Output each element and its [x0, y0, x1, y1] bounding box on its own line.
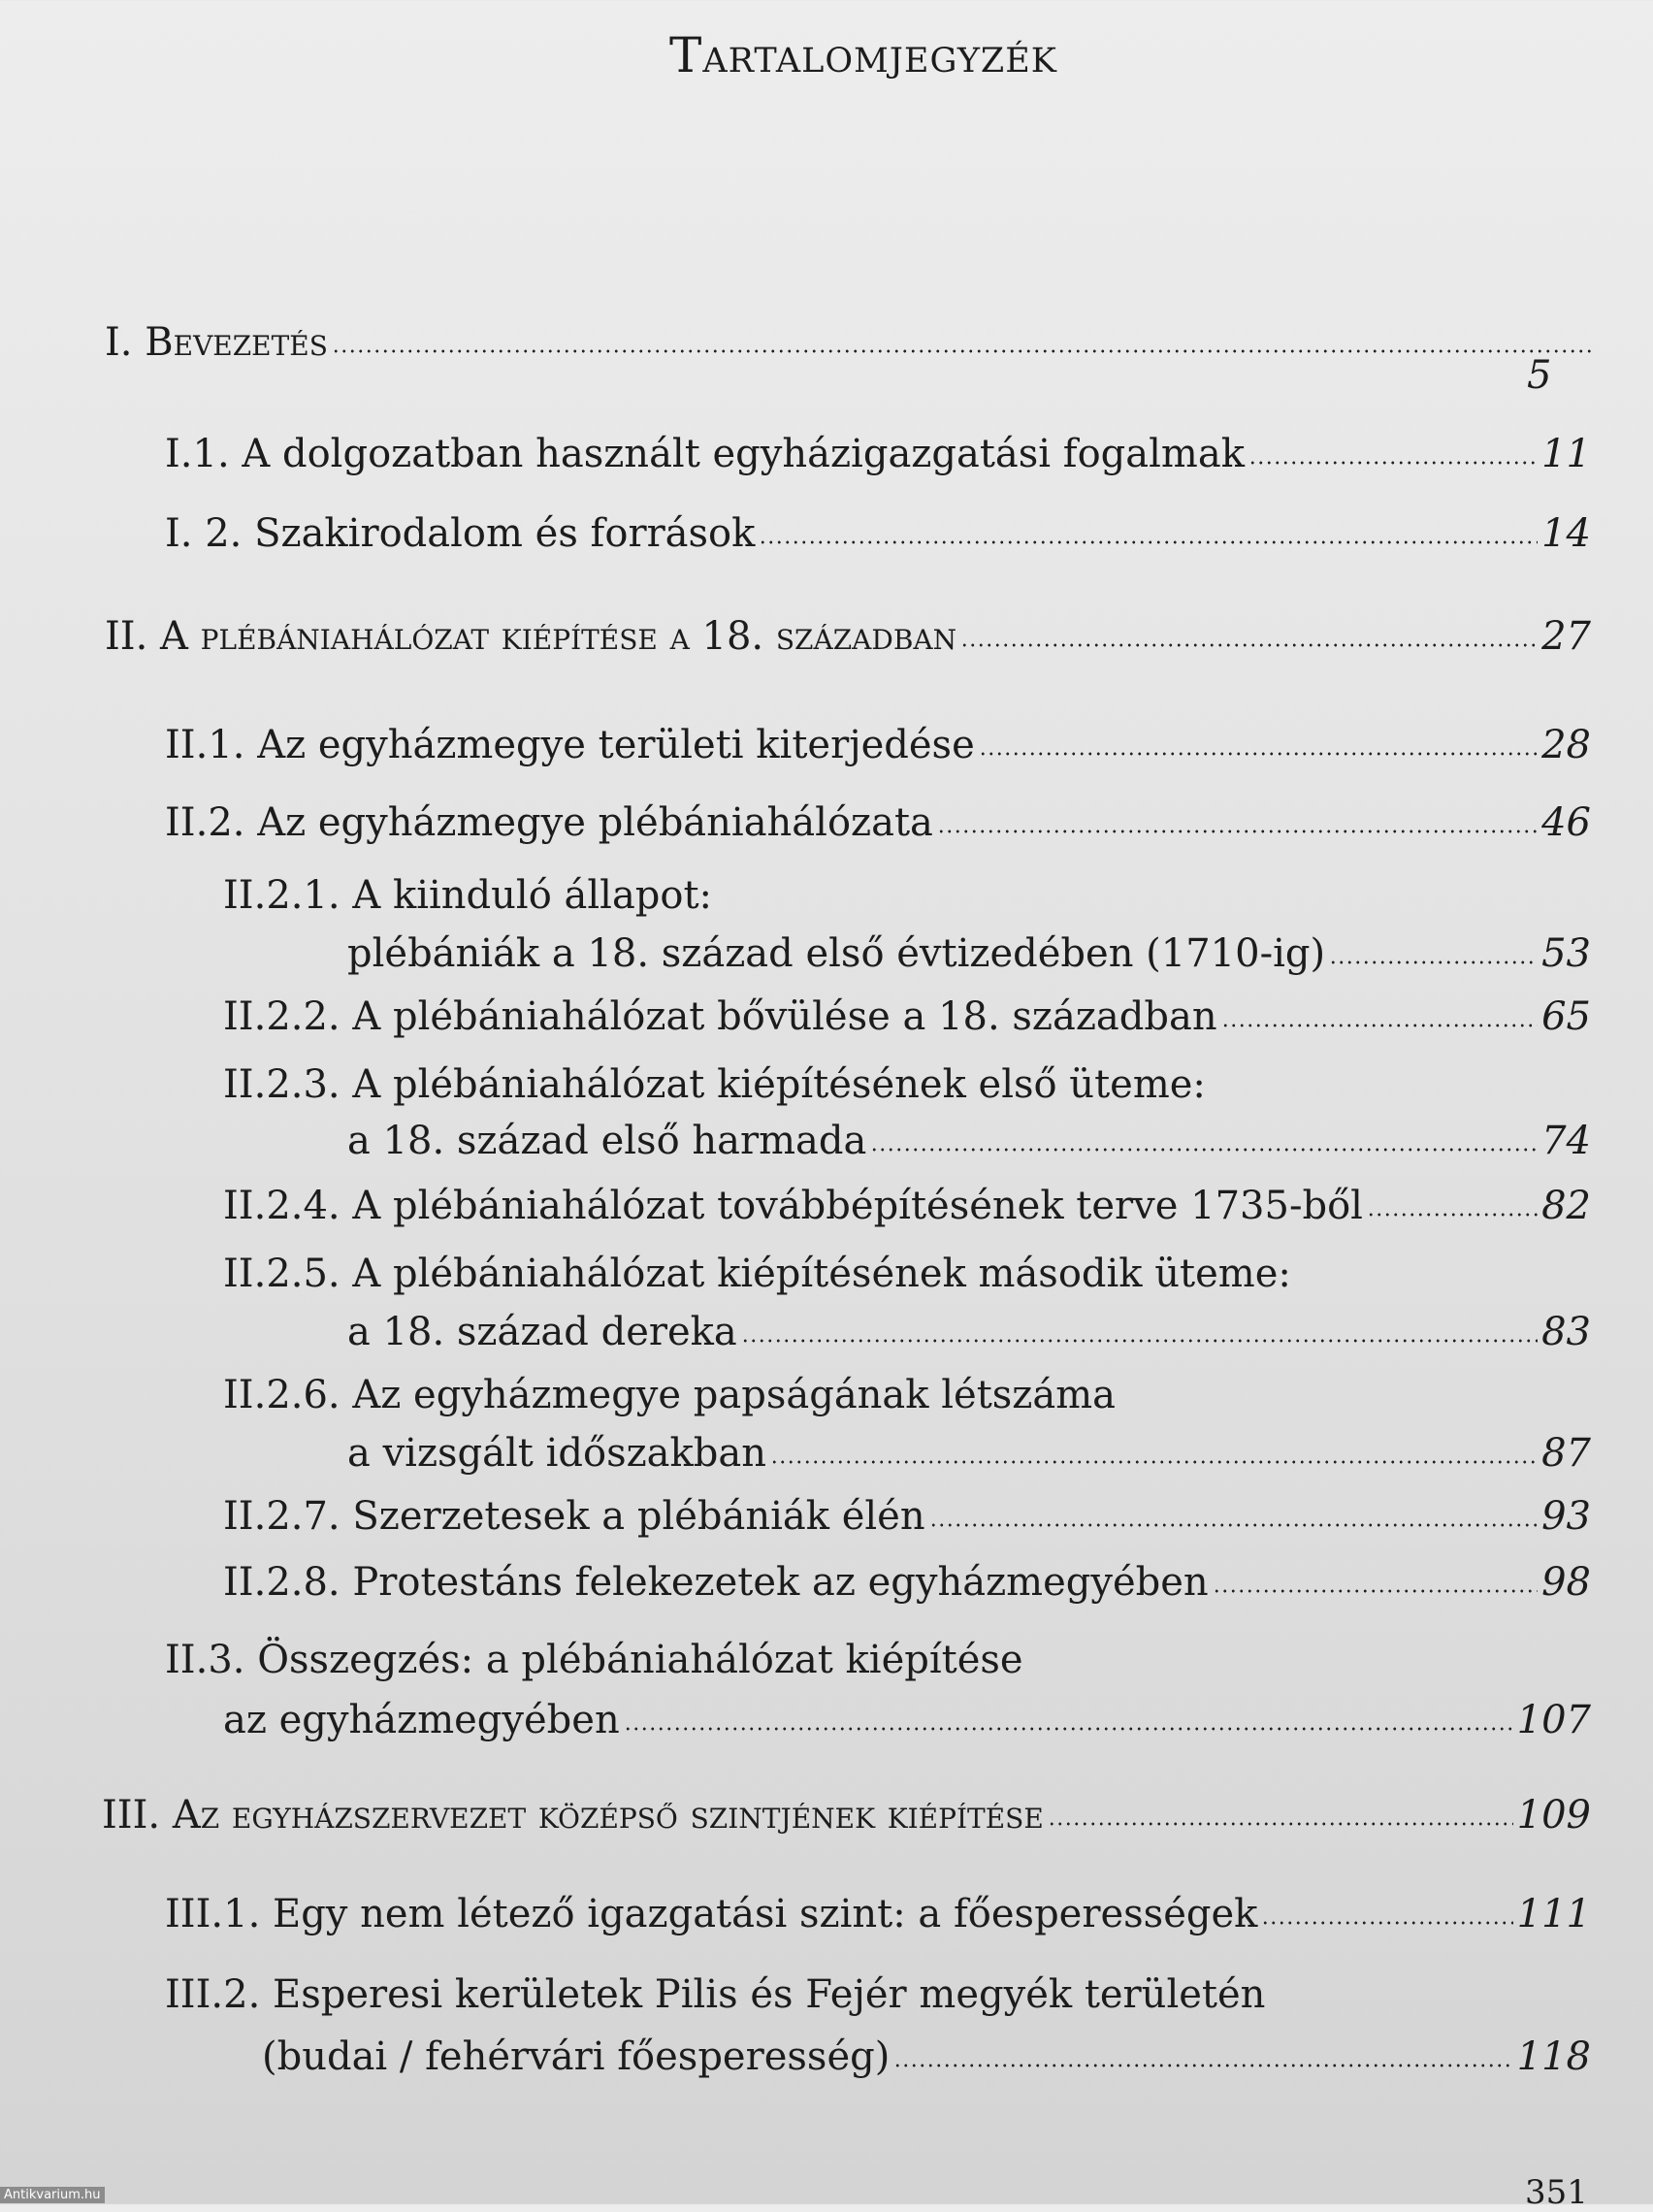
toc-entry-title-line1: III.2. Esperesi kerületek Pilis és Fejér megyék területén [165, 1972, 1266, 2017]
dot-leader [1221, 1024, 1539, 1027]
toc-entry-page: 87 [1541, 1431, 1591, 1476]
toc-entry-title: II.2.7. Szerzetesek a plébániák élén [223, 1494, 925, 1539]
toc-entry-title: a vizsgált időszakban [347, 1431, 766, 1476]
dot-leader [893, 2064, 1512, 2067]
toc-entry-page: 93 [1541, 1494, 1591, 1539]
dot-leader [332, 349, 1591, 353]
toc-entry-page: 83 [1541, 1310, 1591, 1354]
toc-entry-title: III. Az egyházszervezet középső szintjének kiépítése [102, 1793, 1044, 1838]
dot-leader [979, 752, 1538, 756]
toc-entry-title: az egyházmegyében [223, 1698, 620, 1742]
toc-entry-page: 11 [1541, 432, 1591, 476]
toc-entry-title: plébániák a 18. század első évtizedében (1710-ig) [347, 931, 1326, 976]
toc-entry-title: II.2.4. A plébániahálózat továbbépítésének terve 1735-ből [223, 1184, 1363, 1228]
toc-entry-page: 46 [1541, 800, 1591, 845]
dot-leader [1213, 1589, 1538, 1593]
toc-entry-title: III.1. Egy nem létező igazgatási szint: a főesperességek [165, 1892, 1258, 1936]
page-title: Tartalomjegyzék [669, 27, 1057, 83]
toc-entry-page: 28 [1541, 723, 1591, 767]
page-number: 351 [1525, 2173, 1588, 2212]
toc-entry-page: 82 [1541, 1184, 1591, 1228]
toc-entry-title-line1: II.2.6. Az egyházmegye papságának létszáma [223, 1373, 1116, 1417]
toc-entry-chapter-i [0, 320, 1591, 407]
dot-leader [741, 1339, 1538, 1343]
toc-entry-title: I. Bevezetés [105, 320, 328, 365]
toc-entry-title: II.1. Az egyházmegye területi kiterjedése [165, 723, 975, 767]
toc-entry-title: a 18. század dereka [347, 1310, 737, 1354]
dot-leader [1048, 1822, 1513, 1826]
toc-entry-page: 111 [1516, 1892, 1591, 1936]
dot-leader [759, 540, 1538, 544]
toc-entry-page: 74 [1541, 1119, 1591, 1163]
toc-entry-title-line1: II.2.5. A plébániahálózat kiépítésének második üteme: [223, 1252, 1291, 1296]
dot-leader [960, 643, 1538, 647]
toc-entry-title-line1: II.2.3. A plébániahálózat kiépítésének első üteme: [223, 1062, 1206, 1107]
dot-leader [1367, 1213, 1538, 1217]
dot-leader [1248, 461, 1538, 465]
toc-entry-title: II. A plébániahálózat kiépítése a 18. században [105, 614, 957, 659]
watermark: Antikvarium.hu [0, 2187, 105, 2203]
toc-entry-title: I. 2. Szakirodalom és források [165, 511, 756, 556]
toc-entry-title: II.2. Az egyházmegye plébániahálózata [165, 800, 933, 845]
toc-entry-page: 14 [1541, 511, 1591, 556]
dot-leader [937, 830, 1538, 833]
toc-entry-title-line1: II.2.1. A kiinduló állapot: [223, 873, 713, 918]
toc-entry-page: 65 [1541, 994, 1591, 1039]
dot-leader [624, 1727, 1513, 1731]
dot-leader [1329, 960, 1538, 964]
toc-entry-page: 98 [1541, 1560, 1591, 1605]
dot-leader [929, 1523, 1538, 1527]
toc-entry-page: 107 [1516, 1698, 1591, 1742]
toc-entry-title-line1: II.3. Összegzés: a plébániahálózat kiépítése [165, 1638, 1023, 1682]
dot-leader [870, 1148, 1538, 1152]
toc-entry-page: 118 [1516, 2034, 1591, 2079]
toc-entry-title: I.1. A dolgozatban használt egyházigazgatási fogalmak [165, 432, 1245, 476]
toc-entry-title: II.2.8. Protestáns felekezetek az egyházmegyében [223, 1560, 1209, 1605]
toc-entry-title: a 18. század első harmada [347, 1119, 867, 1163]
dot-leader [770, 1460, 1538, 1464]
toc-entry-title: II.2.2. A plébániahálózat bővülése a 18. században [223, 994, 1217, 1039]
dot-leader [1261, 1921, 1512, 1925]
toc-entry-title: (budai / fehérvári főesperesség) [262, 2034, 891, 2079]
toc-entry-page: 27 [1541, 614, 1591, 659]
toc-entry-page: 53 [1541, 931, 1591, 976]
toc-entry-page: 5 [1527, 353, 1552, 398]
toc-entry-page: 109 [1516, 1793, 1591, 1838]
